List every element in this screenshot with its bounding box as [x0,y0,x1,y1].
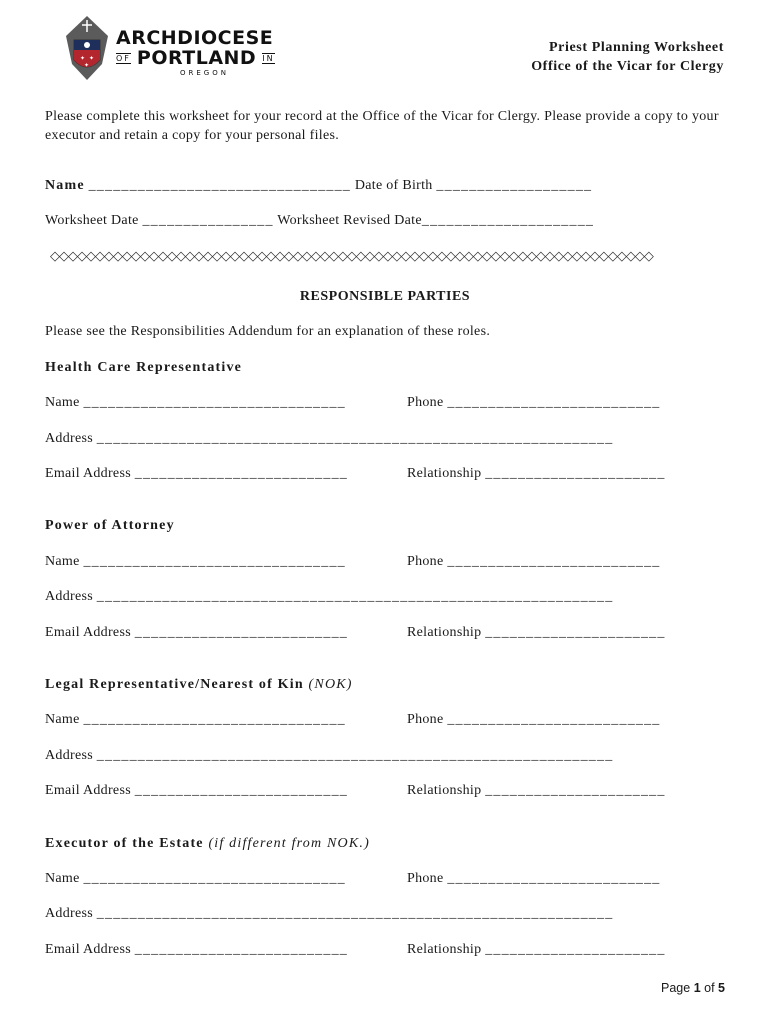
party-name-row [45,395,346,411]
name-label: Name [45,871,80,886]
party-phone-row [407,712,661,728]
party-relationship-row [407,466,666,482]
email-field[interactable]: __________________________ [134,942,348,957]
name-label: Name [45,178,85,193]
document-title: Priest Planning Worksheet [549,40,724,55]
party-title [45,518,175,534]
name-label: Name [45,395,80,410]
relationship-field[interactable]: ______________________ [485,942,666,957]
party-title [45,836,370,852]
phone-field[interactable]: __________________________ [447,871,661,886]
phone-field[interactable]: __________________________ [447,712,661,727]
party-title-text: Legal Representative/Nearest of Kin [45,677,304,692]
logo-wordmark [116,28,275,78]
logo-portland: PORTLAND [136,47,257,69]
name-field[interactable]: ________________________________ [83,395,346,410]
party-email-row [45,783,348,799]
party-relationship-row [407,942,666,958]
party-relationship-row [407,783,666,799]
svg-text:✦: ✦ [80,56,86,62]
relationship-label: Relationship [407,466,482,481]
party-title-text: Executor of the Estate [45,836,204,851]
party-title [45,360,242,376]
party-address-row [45,589,613,605]
logo-oregon: OREGON [180,69,229,77]
party-address-row [45,431,613,447]
party-title-note: (NOK) [308,677,353,692]
section-title: RESPONSIBLE PARTIES [299,289,471,304]
worksheet-date-label: Worksheet Date [45,213,139,228]
address-field[interactable]: _______________________________________________________________ [96,431,614,446]
phone-label: Phone [407,871,444,886]
address-label: Address [45,431,93,446]
party-name-row [45,871,346,887]
party-address-row [45,906,613,922]
worksheet-date-row [45,213,594,229]
name-field[interactable]: ________________________________ [83,871,346,886]
page-number [661,981,725,995]
party-name-row [45,712,346,728]
name-field[interactable]: ________________________________ [83,554,346,569]
party-email-row [45,466,348,482]
phone-label: Phone [407,712,444,727]
address-label: Address [45,906,93,921]
svg-text:✦: ✦ [84,63,90,69]
email-label: Email Address [45,783,131,798]
intro-paragraph: Please complete this worksheet for your record at the Office of the Vicar for Clergy. Please provide a copy to your executor and retain a copy for your personal files. [45,109,719,143]
worksheet-date-field[interactable]: ________________ [142,213,274,228]
party-address-row [45,748,613,764]
worksheet-revised-field[interactable]: _____________________ [421,213,595,228]
party-name-row [45,554,346,570]
email-field[interactable]: __________________________ [134,466,348,481]
party-email-row [45,942,348,958]
phone-field[interactable]: __________________________ [447,554,661,569]
email-label: Email Address [45,942,131,957]
document-header [531,38,724,76]
email-label: Email Address [45,625,131,640]
page-current: 1 [693,981,701,995]
decorative-divider: ◇◇◇◇◇◇◇◇◇◇◇◇◇◇◇◇◇◇◇◇◇◇◇◇◇◇◇◇◇◇◇◇◇◇◇◇◇◇◇◇◇◇◇◇◇◇◇◇◇◇◇◇◇◇◇◇◇◇◇◇◇◇◇◇◇◇◇ [50,248,653,263]
email-field[interactable]: __________________________ [134,625,348,640]
party-title [45,677,353,693]
phone-field[interactable]: __________________________ [447,395,661,410]
address-field[interactable]: _______________________________________________________________ [96,748,614,763]
relationship-label: Relationship [407,625,482,640]
archdiocese-logo [62,14,275,84]
party-title-note: (if different from NOK.) [208,836,370,851]
party-title-text: Power of Attorney [45,518,175,533]
name-label: Name [45,554,80,569]
email-label: Email Address [45,466,131,481]
relationship-label: Relationship [407,783,482,798]
worksheet-revised-label: Worksheet Revised Date [277,213,422,228]
svg-text:✦: ✦ [89,56,95,62]
dob-field[interactable]: ___________________ [436,178,593,193]
logo-in: IN [262,53,275,63]
relationship-label: Relationship [407,942,482,957]
phone-label: Phone [407,554,444,569]
page-total: 5 [718,981,725,995]
party-phone-row [407,395,661,411]
relationship-field[interactable]: ______________________ [485,466,666,481]
address-field[interactable]: _______________________________________________________________ [96,906,614,921]
shield-crest-icon [62,14,112,84]
party-relationship-row [407,625,666,641]
address-label: Address [45,748,93,763]
name-dob-row [45,178,592,194]
party-email-row [45,625,348,641]
email-field[interactable]: __________________________ [134,783,348,798]
name-label: Name [45,712,80,727]
name-field[interactable]: ________________________________ [83,712,346,727]
party-title-text: Health Care Representative [45,360,243,375]
logo-of: OF [116,53,131,63]
dob-label: Date of Birth [354,178,433,193]
name-field[interactable]: ________________________________ [88,178,352,193]
logo-archdiocese: ARCHDIOCESE [116,27,274,49]
section-note: Please see the Responsibilities Addendum for an explanation of these roles. [45,324,491,339]
relationship-field[interactable]: ______________________ [485,625,666,640]
party-phone-row [407,554,661,570]
address-field[interactable]: _______________________________________________________________ [96,589,614,604]
of-word: of [704,981,715,995]
phone-label: Phone [407,395,444,410]
page-word: Page [661,981,691,995]
document-subtitle: Office of the Vicar for Clergy [531,59,724,74]
address-label: Address [45,589,93,604]
party-phone-row [407,871,661,887]
relationship-field[interactable]: ______________________ [485,783,666,798]
